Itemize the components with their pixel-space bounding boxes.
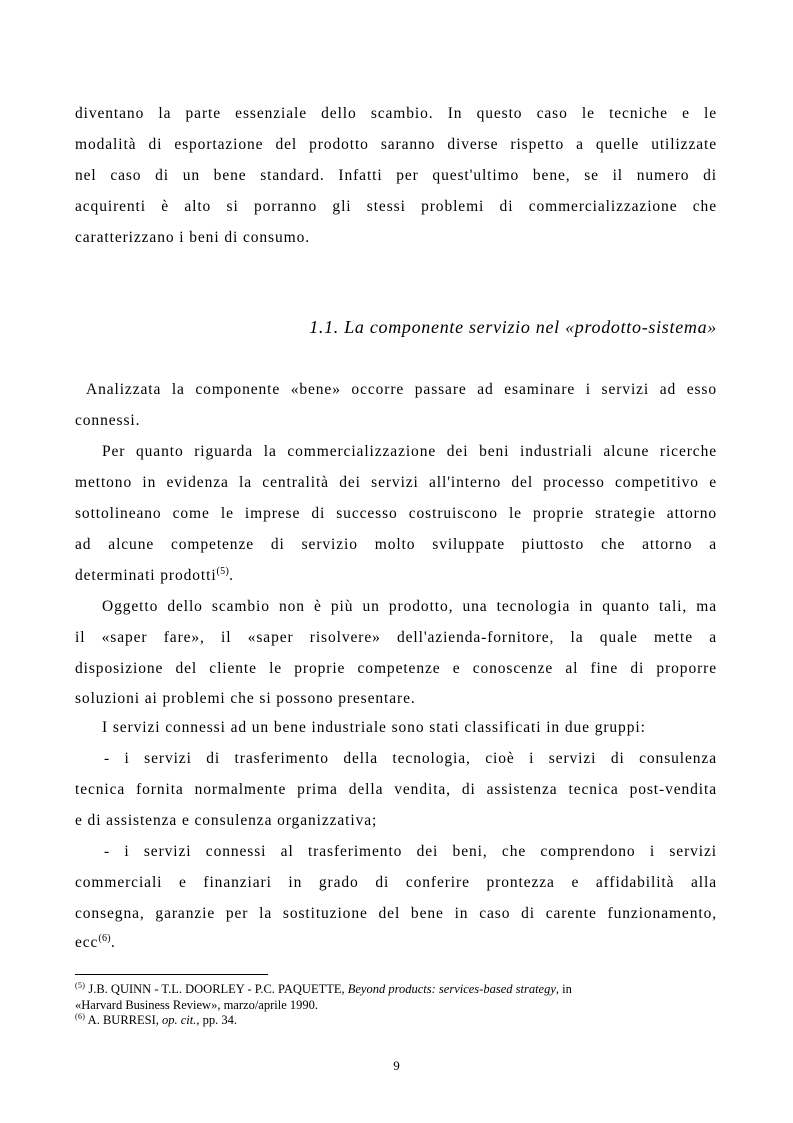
list-item-line: tecnica fornita normalmente prima della vendita, di assistenza tecnica post-vendita (75, 781, 717, 798)
body-text-line: Per quanto riguarda la commercializzazione dei beni industriali alcune ricerche (102, 443, 717, 460)
footnote-text: pp. 34. (202, 1013, 237, 1027)
footnote-marker: (6) (75, 1012, 86, 1021)
period: . (229, 567, 234, 584)
list-item-line: - i servizi di trasferimento della tecnologia, cioè i servizi di consulenza (104, 750, 717, 767)
list-item-line: consegna, garanzie per la sostituzione del bene in caso di carente funzionamento, (75, 905, 717, 922)
body-text-line: soluzioni ai problemi che si possono presentare. (75, 690, 416, 707)
footnote-authors: A. BURRESI, (87, 1013, 159, 1027)
body-text-span: ecc (75, 934, 99, 951)
body-text-line: Oggetto dello scambio non è più un prodotto, una tecnologia in quanto tali, ma (102, 598, 717, 615)
body-text-line: Analizzata la componente «bene» occorre passare ad esaminare i servizi ad esso (86, 381, 717, 398)
body-text-line: ad alcune competenze di servizio molto sviluppate piuttosto che attorno a (75, 536, 717, 553)
footnote-text: , in (555, 982, 572, 996)
body-text-span: determinati prodotti (75, 567, 217, 584)
body-text-line: sottolineano come le imprese di successo costruiscono le proprie strategie attorno (75, 505, 717, 522)
page-number: 9 (393, 1058, 400, 1073)
footnote-title: Beyond products: services-based strategy (347, 982, 556, 996)
body-text-line: mettono in evidenza la centralità dei servizi all'interno del processo competitivo e (75, 474, 717, 491)
list-item-line (75, 933, 717, 953)
body-text-line: il «saper fare», il «saper risolvere» dell'azienda-fornitore, la quale mette a (75, 629, 717, 646)
footnote-5 (75, 982, 725, 997)
list-item-line: - i servizi connessi al trasferimento dei beni, che comprendono i servizi (104, 843, 717, 860)
list-item-line: commerciali e finanziari in grado di conferire prontezza e affidabilità alla (75, 874, 717, 891)
body-text-line: I servizi connessi ad un bene industriale sono stati classificati in due gruppi: (102, 719, 646, 736)
body-text-line: diventano la parte essenziale dello scambio. In questo caso le tecniche e le (75, 105, 717, 122)
footnote-marker: (5) (75, 981, 86, 990)
body-text-line: disposizione del cliente le proprie competenze e conoscenze al fine di proporre (75, 660, 717, 677)
footnote-5-continued: «Harvard Business Review», marzo/aprile 1990. (75, 998, 318, 1012)
list-item-line: e di assistenza e consulenza organizzativa; (75, 812, 378, 829)
period: . (110, 934, 116, 951)
body-text-line: caratterizzano i beni di consumo. (75, 229, 310, 246)
body-text-line: nel caso di un bene standard. Infatti per quest'ultimo bene, se il numero di (75, 167, 717, 184)
footnote-ref-5: (5) (216, 566, 230, 577)
body-text-line: acquirenti è alto si porranno gli stessi problemi di commercializzazione che (75, 198, 717, 215)
body-text-line: modalità di esportazione del prodotto saranno diverse rispetto a quelle utilizzate (75, 136, 717, 153)
footnote-ref-6: (6) (98, 933, 111, 944)
footnote-authors: J.B. QUINN - T.L. DOORLEY - P.C. PAQUETTE, (88, 982, 345, 996)
section-heading: 1.1. La componente servizio nel «prodotto-sistema» (309, 317, 717, 337)
body-text-line (75, 566, 717, 586)
footnote-separator (75, 974, 268, 975)
footnote-title: op. cit., (162, 1013, 200, 1027)
body-text-line: connessi. (75, 412, 141, 429)
footnote-6 (75, 1013, 725, 1028)
